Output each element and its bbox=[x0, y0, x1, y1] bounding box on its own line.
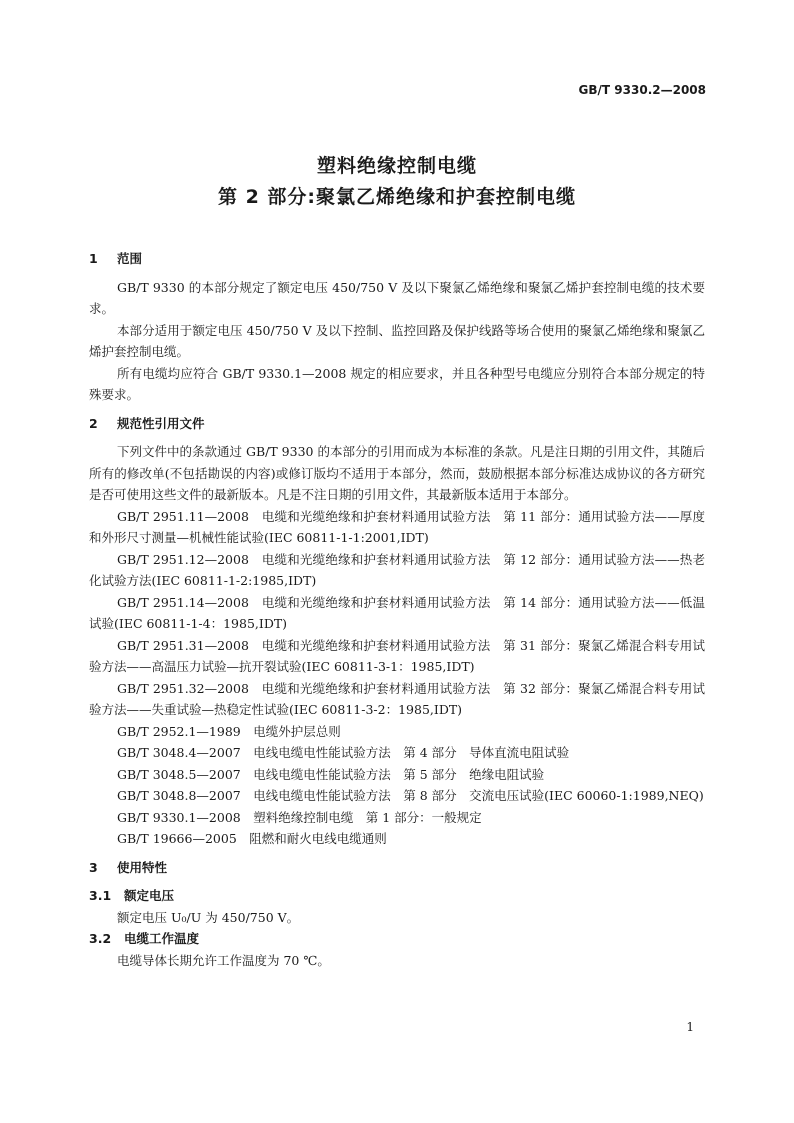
document-subtitle: 第 2 部分:聚氯乙烯绝缘和护套控制电缆 bbox=[217, 186, 577, 208]
reference-item: GB/T 9330.1—2008 塑料绝缘控制电缆 第 1 部分：一般规定 bbox=[117, 809, 482, 825]
reference-item: GB/T 2952.1—1989 电缆外护层总则 bbox=[117, 723, 341, 739]
section-1-heading bbox=[89, 248, 705, 270]
section-title: 规范性引用文件 bbox=[117, 415, 205, 431]
standard-code: GB/T 9330.2—2008 bbox=[578, 83, 706, 97]
reference-item: GB/T 3048.8—2007 电线电缆电性能试验方法 第 8 部分 交流电压试验(IEC 60060-1:1989,NEQ) bbox=[117, 788, 704, 803]
subsection-title: 电缆工作温度 bbox=[124, 931, 200, 946]
section-number: 1 bbox=[89, 251, 98, 266]
section-number: 3 bbox=[89, 859, 98, 875]
paragraph: 电缆导体长期允许工作温度为 70 ℃。 bbox=[117, 952, 330, 968]
section-number: 2 bbox=[89, 415, 98, 431]
document-title: 塑料绝缘控制电缆 bbox=[316, 155, 477, 177]
section-title: 使用特性 bbox=[117, 859, 168, 875]
reference-item: GB/T 2951.12—2008 电缆和光缆绝缘和护套材料通用试验方法 第 12 部分：通用试验方法——热老化试验方法(IEC 60811-1-2:1985,IDT) bbox=[89, 551, 705, 588]
paragraph: 本部分适用于额定电压 450/750 V 及以下控制、监控回路及保护线路等场合使用的聚氯乙烯绝缘和聚氯乙烯护套控制电缆。 bbox=[89, 322, 705, 359]
subsection-3-1-heading bbox=[89, 885, 705, 907]
reference-item: GB/T 19666—2005 阻燃和耐火电线电缆通则 bbox=[117, 831, 387, 846]
subsection-number: 3.2 bbox=[89, 931, 112, 946]
reference-item: GB/T 2951.14—2008 电缆和光缆绝缘和护套材料通用试验方法 第 14 部分：通用试验方法——低温试验(IEC 60811-1-4：1985,IDT) bbox=[89, 594, 705, 631]
reference-item: GB/T 3048.5—2007 电线电缆电性能试验方法 第 5 部分 绝缘电阻试验 bbox=[117, 766, 545, 782]
section-3-heading bbox=[89, 857, 705, 879]
reference-item: GB/T 2951.11—2008 电缆和光缆绝缘和护套材料通用试验方法 第 11 部分：通用试验方法——厚度和外形尺寸测量—机械性能试验(IEC 60811-1-1:2001,IDT) bbox=[89, 508, 705, 545]
section-title: 范围 bbox=[117, 251, 143, 266]
reference-item: GB/T 3048.4—2007 电线电缆电性能试验方法 第 4 部分 导体直流电阻试验 bbox=[117, 745, 570, 760]
paragraph: 下列文件中的条款通过 GB/T 9330 的本部分的引用而成为本标准的条款。凡是注日期的引用文件，其随后所有的修改单(不包括勘误的内容)或修订版均不适用于本部分，然而，鼓励根据本部分标准达成协议的各方研究是否可使用这些文件的最新版本。凡是不注日期的引用文件，其最新版本适用于本部分。 bbox=[89, 444, 705, 502]
subsection-3-2-heading bbox=[89, 928, 705, 950]
section-2-heading bbox=[89, 413, 705, 435]
paragraph: 所有电缆均应符合 GB/T 9330.1—2008 规定的相应要求，并且各种型号电缆应分别符合本部分规定的特殊要求。 bbox=[89, 365, 705, 402]
reference-item: GB/T 2951.31—2008 电缆和光缆绝缘和护套材料通用试验方法 第 31 部分：聚氯乙烯混合料专用试验方法——高温压力试验—抗开裂试验(IEC 60811-3-1：1985,IDT) bbox=[89, 637, 705, 674]
subsection-title: 额定电压 bbox=[124, 888, 175, 903]
subsection-number: 3.1 bbox=[89, 888, 112, 903]
page-number: 1 bbox=[686, 1020, 694, 1034]
paragraph: GB/T 9330 的本部分规定了额定电压 450/750 V 及以下聚氯乙烯绝缘和聚氯乙烯护套控制电缆的技术要求。 bbox=[89, 279, 705, 316]
document-body bbox=[89, 248, 705, 971]
reference-item: GB/T 2951.32—2008 电缆和光缆绝缘和护套材料通用试验方法 第 32 部分：聚氯乙烯混合料专用试验方法——失重试验—热稳定性试验(IEC 60811-3-2：1985,IDT) bbox=[89, 680, 705, 717]
paragraph: 额定电压 U₀/U 为 450/750 V。 bbox=[117, 909, 300, 925]
